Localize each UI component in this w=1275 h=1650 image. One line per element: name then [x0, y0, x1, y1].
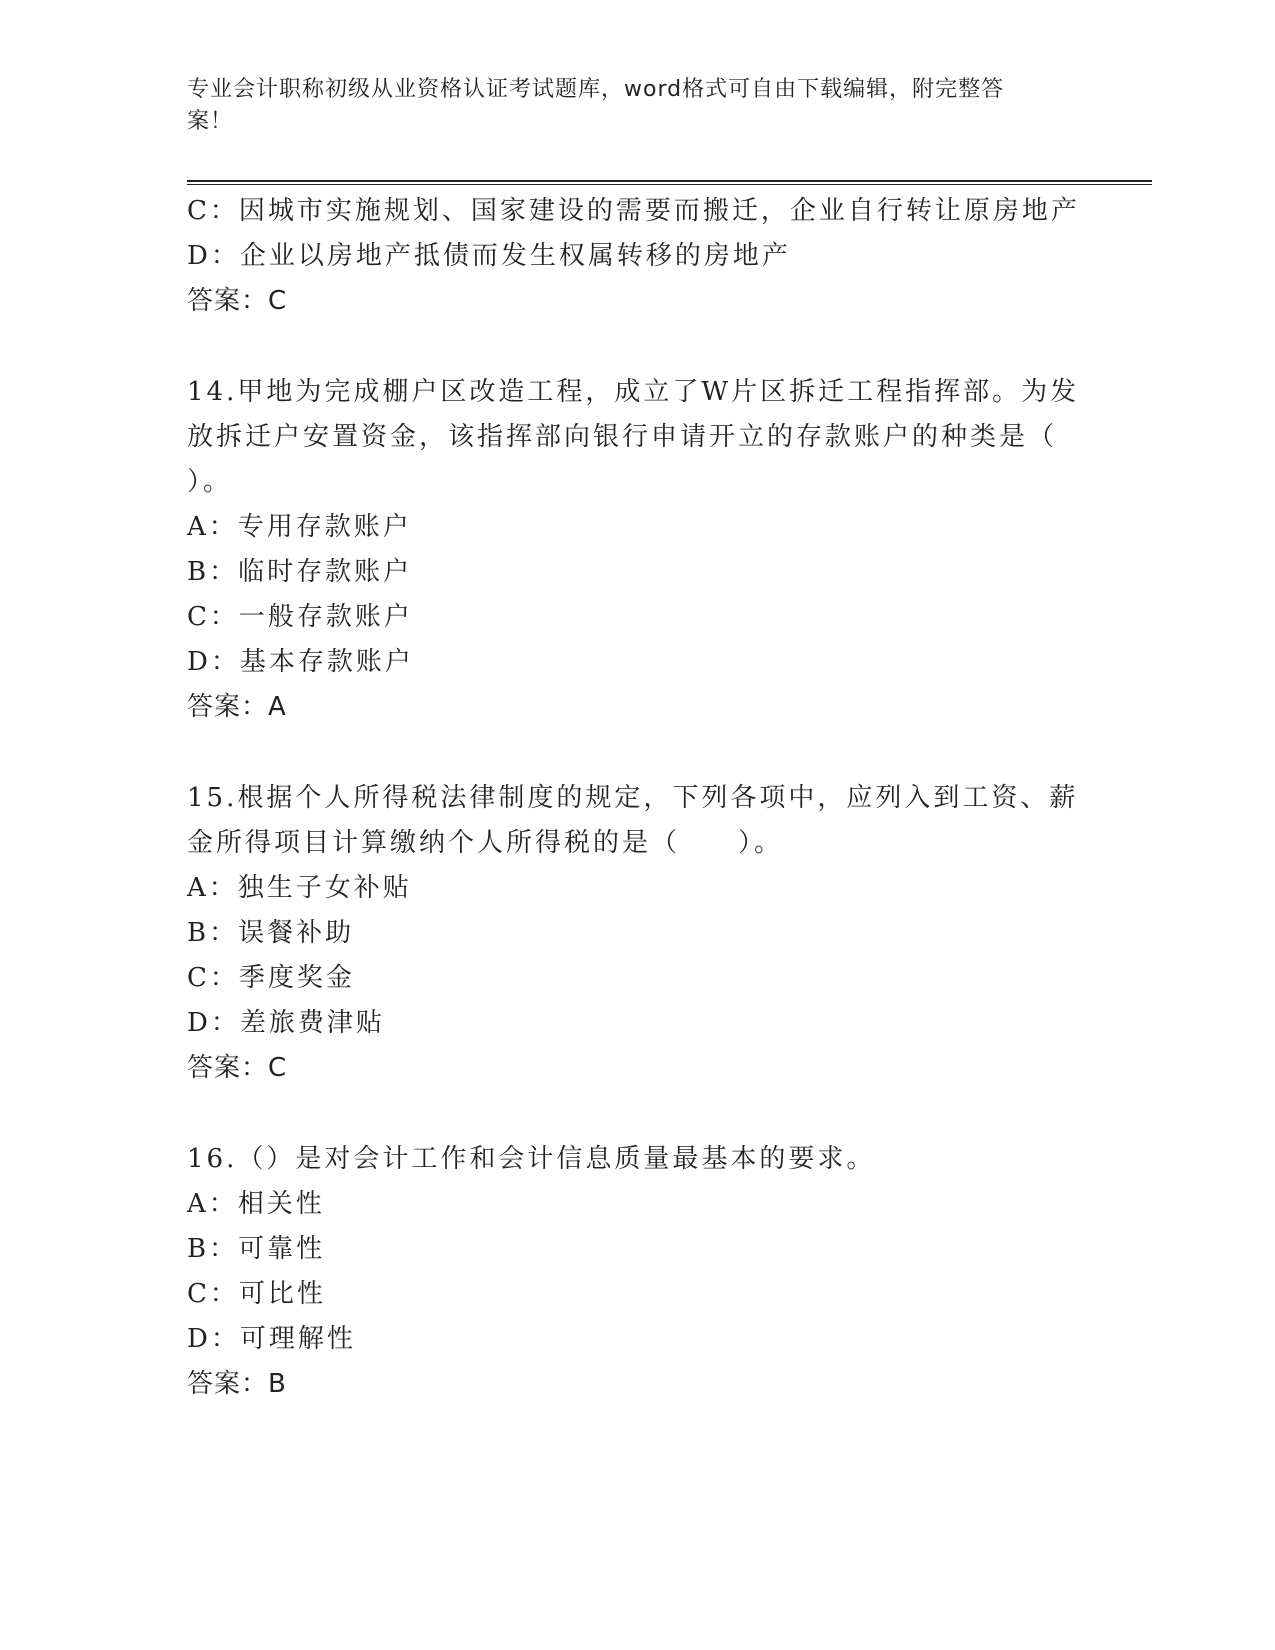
option-c: C：季度奖金	[187, 963, 355, 993]
question-text-line: ）。	[187, 467, 233, 497]
question-text-line: 15.根据个人所得税法律制度的规定，下列各项中，应列入到工资、薪	[187, 783, 1079, 813]
option-c: C：因城市实施规划、国家建设的需要而搬迁，企业自行转让原房地产	[187, 196, 1080, 226]
answer: 答案：B	[187, 1369, 287, 1399]
answer: 答案：A	[187, 692, 287, 722]
document-body	[187, 189, 1087, 1407]
question-14	[187, 370, 1087, 730]
question-13-tail	[187, 189, 1087, 324]
question-15	[187, 776, 1087, 1091]
option-c: C：可比性	[187, 1279, 326, 1309]
option-d: D：企业以房地产抵债而发生权属转移的房地产	[187, 241, 791, 271]
option-d: D：基本存款账户	[187, 647, 414, 677]
question-16	[187, 1137, 1087, 1407]
question-text-line: 放拆迁户安置资金，该指挥部向银行申请开立的存款账户的种类是（	[187, 422, 1058, 452]
header-divider-thick	[187, 180, 1152, 182]
header-line-1: 专业会计职称初级从业资格认证考试题库，word格式可自由下载编辑，附完整答	[187, 77, 1005, 102]
answer: 答案：C	[187, 1053, 288, 1083]
header-divider-thin	[187, 184, 1152, 185]
question-text-line: 14.甲地为完成棚户区改造工程，成立了W片区拆迁工程指挥部。为发	[187, 377, 1080, 407]
header-line-2: 案！	[187, 109, 234, 134]
document-header	[187, 74, 1067, 138]
question-text-line: 金所得项目计算缴纳个人所得税的是（ ）。	[187, 828, 784, 858]
option-b: B：可靠性	[187, 1234, 326, 1264]
answer: 答案：C	[187, 286, 288, 316]
question-text-line: 16.（）是对会计工作和会计信息质量最基本的要求。	[187, 1144, 876, 1174]
option-b: B：误餐补助	[187, 918, 355, 948]
option-a: A：专用存款账户	[187, 512, 412, 542]
option-a: A：独生子女补贴	[187, 873, 412, 903]
option-d: D：可理解性	[187, 1324, 356, 1354]
option-d: D：差旅费津贴	[187, 1008, 385, 1038]
option-b: B：临时存款账户	[187, 557, 413, 587]
option-a: A：相关性	[187, 1189, 325, 1219]
option-c: C：一般存款账户	[187, 602, 413, 632]
